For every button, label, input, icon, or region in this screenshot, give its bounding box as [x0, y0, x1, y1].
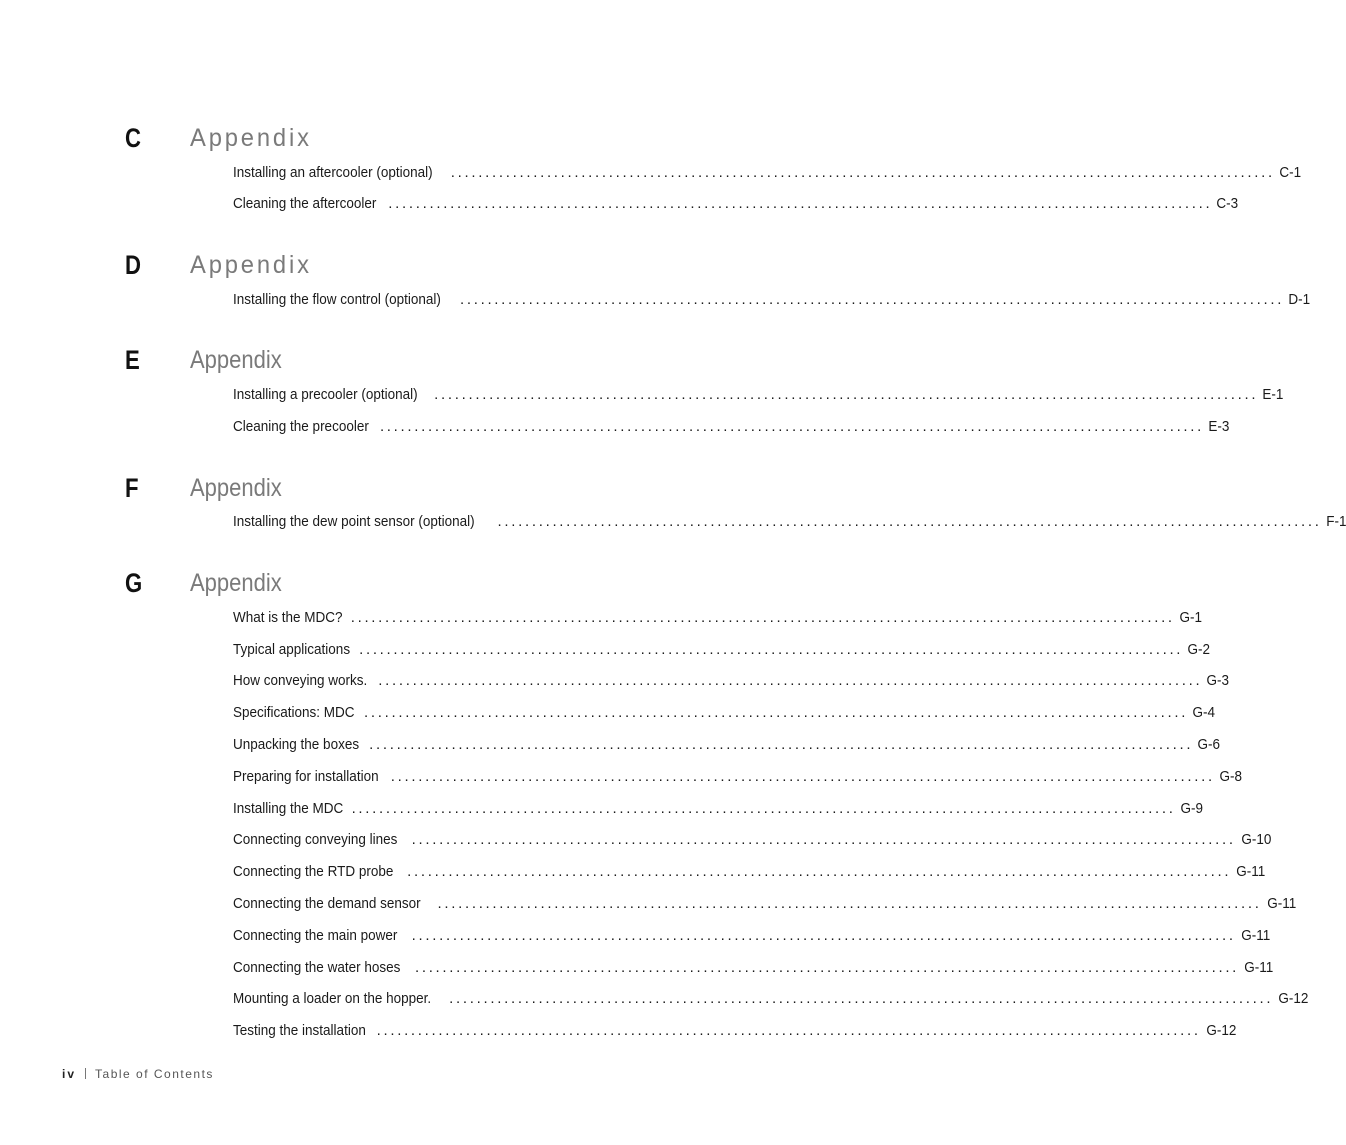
- toc-entry-label: Mounting a loader on the hopper.: [233, 990, 432, 1007]
- toc-entry-label: Installing a precooler (optional): [233, 386, 418, 403]
- toc-entry-label: Cleaning the precooler: [233, 418, 369, 435]
- toc-entry-label: Installing the dew point sensor (optional): [233, 513, 475, 530]
- toc-entry-label: Connecting the demand sensor: [233, 895, 421, 912]
- footer-page-number: iv: [62, 1067, 77, 1081]
- toc-entry-page: G-6: [1197, 736, 1221, 753]
- toc-entry-page: G-11: [1266, 895, 1296, 912]
- toc-entry-page: E-1: [1262, 386, 1284, 403]
- toc-entry-label: Connecting the RTD probe: [233, 863, 394, 880]
- toc-entry-page: G-10: [1241, 831, 1272, 848]
- toc-entry[interactable]: [233, 608, 1202, 628]
- dot-leader: ........................................................................................................................: [369, 736, 1194, 753]
- dot-leader: ........................................................................................................................: [450, 164, 1275, 181]
- toc-entry-label: Cleaning the aftercooler: [233, 195, 377, 212]
- toc-entry[interactable]: [233, 512, 1346, 532]
- appendix-title: Appendix: [190, 569, 282, 597]
- toc-entry-page: F-1: [1325, 513, 1346, 530]
- dot-leader: ........................................................................................................................: [449, 990, 1274, 1007]
- toc-entry-page: G-11: [1244, 959, 1274, 976]
- appendix-letter: F: [125, 473, 139, 503]
- toc-entry-label: Connecting the water hoses: [233, 959, 401, 976]
- toc-entry-label: How conveying works.: [233, 672, 368, 689]
- appendix-title: Appendix: [190, 251, 312, 279]
- toc-entry[interactable]: [233, 640, 1211, 660]
- toc-entry[interactable]: [233, 1021, 1237, 1041]
- toc-entry-page: G-1: [1179, 609, 1202, 626]
- appendix-title: Appendix: [190, 474, 282, 502]
- dot-leader: ........................................................................................................................: [378, 672, 1203, 689]
- footer-section-title: Table of Contents: [95, 1067, 214, 1081]
- dot-leader: ........................................................................................................................: [414, 959, 1240, 976]
- toc-entry-label: Connecting the main power: [233, 927, 398, 944]
- toc-entry[interactable]: [233, 830, 1272, 850]
- dot-leader: ........................................................................................................................: [407, 863, 1232, 880]
- dot-leader: ........................................................................................................................: [350, 609, 1175, 626]
- toc-entry[interactable]: [233, 290, 1311, 310]
- appendix-title: Appendix: [190, 124, 312, 152]
- toc-entry-page: C-1: [1279, 164, 1302, 181]
- dot-leader: ........................................................................................................................: [379, 418, 1205, 435]
- dot-leader: ........................................................................................................................: [359, 641, 1184, 658]
- toc-entry[interactable]: [233, 989, 1309, 1009]
- toc-entry[interactable]: [233, 958, 1274, 978]
- toc-entry-page: G-12: [1206, 1022, 1237, 1039]
- toc-entry-page: E-3: [1208, 418, 1230, 435]
- dot-leader: ........................................................................................................................: [390, 768, 1215, 785]
- dot-leader: ........................................................................................................................: [351, 800, 1176, 817]
- toc-entry-label: Installing the MDC: [233, 800, 344, 817]
- dot-leader: ........................................................................................................................: [411, 831, 1236, 848]
- toc-entry-label: Unpacking the boxes: [233, 736, 360, 753]
- toc-entry-page: C-3: [1216, 195, 1239, 212]
- footer-divider: [85, 1068, 86, 1079]
- dot-leader: ........................................................................................................................: [497, 513, 1322, 530]
- toc-entry-label: Installing the flow control (optional): [233, 291, 441, 308]
- toc-entry-label: Testing the installation: [233, 1022, 366, 1039]
- toc-entry-label: Typical applications: [233, 641, 351, 658]
- dot-leader: ........................................................................................................................: [459, 291, 1285, 308]
- toc-entry[interactable]: [233, 385, 1284, 405]
- toc-entry[interactable]: [233, 194, 1239, 214]
- toc-entry[interactable]: [233, 671, 1230, 691]
- toc-entry-page: G-3: [1206, 672, 1230, 689]
- dot-leader: ........................................................................................................................: [364, 704, 1189, 721]
- dot-leader: ........................................................................................................................: [376, 1022, 1201, 1039]
- toc-entry[interactable]: [233, 417, 1230, 437]
- appendix-letter: G: [125, 568, 143, 598]
- toc-entry[interactable]: [233, 862, 1266, 882]
- toc-entry-label: Installing an aftercooler (optional): [233, 164, 433, 181]
- appendix-letter: C: [125, 123, 141, 153]
- toc-entry-page: G-4: [1192, 704, 1216, 721]
- toc-entry-page: D-1: [1288, 291, 1311, 308]
- toc-entry-label: Connecting conveying lines: [233, 831, 398, 848]
- appendix-letter: D: [125, 250, 141, 280]
- toc-entry-page: G-11: [1240, 927, 1270, 944]
- toc-entry-label: Specifications: MDC: [233, 704, 355, 721]
- toc-entry[interactable]: [233, 163, 1302, 183]
- page-footer: [62, 1066, 214, 1082]
- toc-entry[interactable]: [233, 735, 1221, 755]
- dot-leader: ........................................................................................................................: [434, 386, 1259, 403]
- toc-entry-page: G-2: [1187, 641, 1211, 658]
- toc-entry[interactable]: [233, 894, 1296, 914]
- toc-entry[interactable]: [233, 767, 1242, 787]
- toc-entry-label: What is the MDC?: [233, 609, 343, 626]
- dot-leader: ........................................................................................................................: [411, 927, 1236, 944]
- dot-leader: ........................................................................................................................: [437, 895, 1262, 912]
- appendix-letter: E: [125, 345, 140, 375]
- toc-entry-page: G-8: [1219, 768, 1242, 785]
- dot-leader: ........................................................................................................................: [388, 195, 1213, 212]
- toc-entry-page: G-12: [1278, 990, 1309, 1007]
- toc-entry-page: G-11: [1236, 863, 1266, 880]
- toc-entry[interactable]: [233, 799, 1203, 819]
- toc-entry-page: G-9: [1180, 800, 1203, 817]
- toc-entry[interactable]: [233, 703, 1216, 723]
- toc-entry[interactable]: [233, 926, 1270, 946]
- appendix-title: Appendix: [190, 346, 282, 374]
- toc-entry-label: Preparing for installation: [233, 768, 379, 785]
